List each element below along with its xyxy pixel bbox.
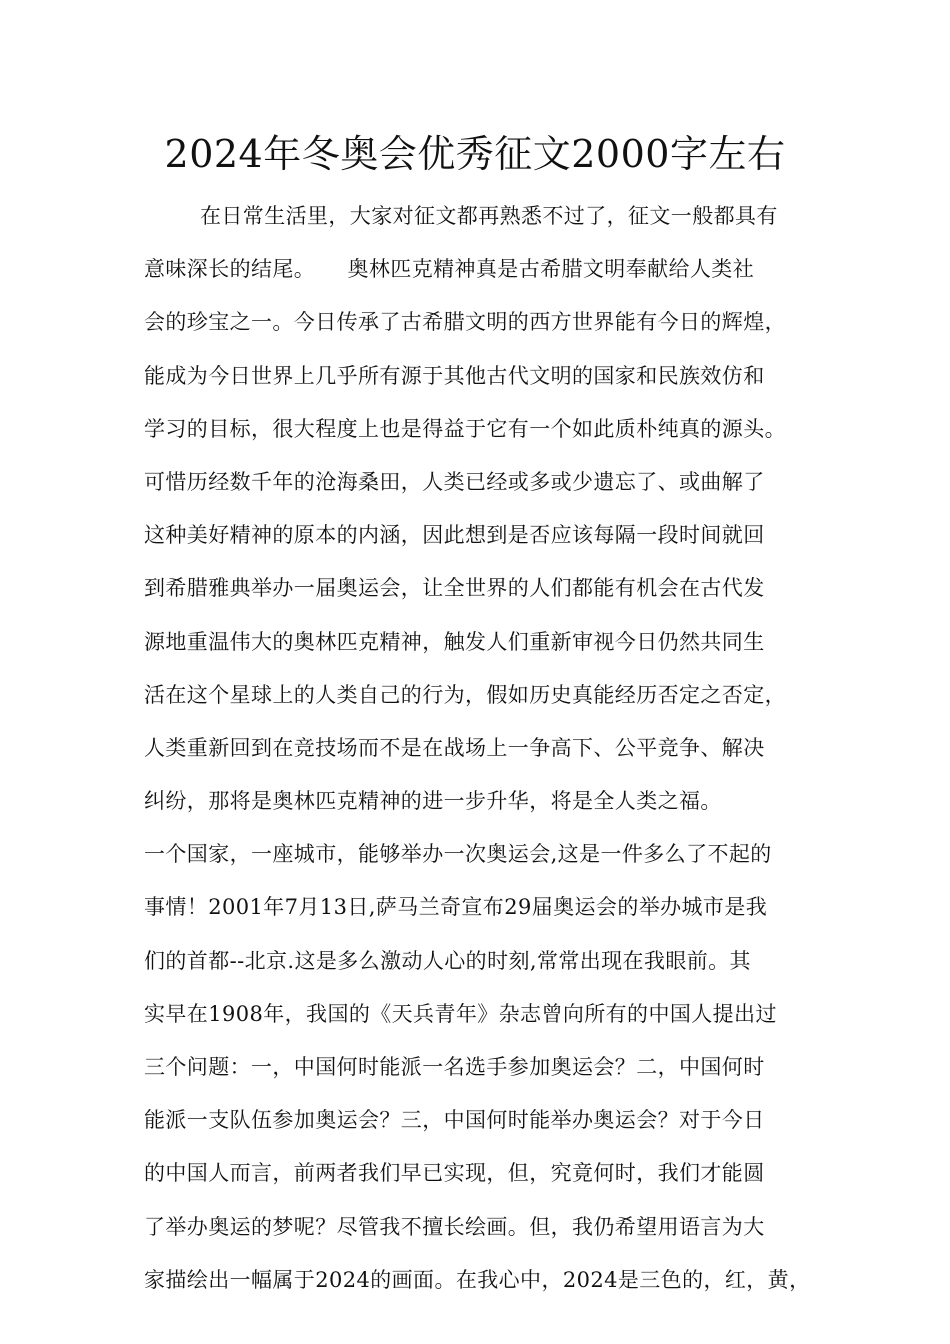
body-line: 的中国人而言，前两者我们早已实现，但，究竟何时，我们才能圆 xyxy=(144,1161,765,1186)
body-line: 实早在1908年，我国的《天兵青年》杂志曾向所有的中国人提出过 xyxy=(144,1001,777,1026)
body-line: 纠纷，那将是奥林匹克精神的进一步升华，将是全人类之福。 xyxy=(144,789,722,814)
body-line: 人类重新回到在竞技场而不是在战场上一争高下、公平竞争、解决 xyxy=(144,735,765,760)
body-line: 们的首都--北京.这是多么激动人心的时刻,常常出现在我眼前。其 xyxy=(144,948,751,973)
body-line: 了举办奥运的梦呢？尽管我不擅长绘画。但，我仍希望用语言为大 xyxy=(144,1214,765,1239)
document-title: 2024年冬奥会优秀征文2000字左右 xyxy=(164,132,786,176)
body-line: 家描绘出一幅属于2024的画面。在我心中，2024是三色的，红，黄， xyxy=(144,1267,811,1292)
body-line: 会的珍宝之一。今日传承了古希腊文明的西方世界能有今日的辉煌， xyxy=(144,310,786,335)
body-line: 事情！2001年7月13日,萨马兰奇宣布29届奥运会的举办城市是我 xyxy=(144,895,768,920)
body-line: 源地重温伟大的奥林匹克精神，触发人们重新审视今日仍然共同生 xyxy=(144,629,765,654)
body-line: 可惜历经数千年的沧海桑田，人类已经或多或少遗忘了、或曲解了 xyxy=(144,469,765,494)
body-line: 一个国家，一座城市，能够举办一次奥运会,这是一件多么了不起的 xyxy=(144,842,772,867)
body-line: 到希腊雅典举办一届奥运会，让全世界的人们都能有机会在古代发 xyxy=(144,576,765,601)
body-line: 活在这个星球上的人类自己的行为，假如历史真能经历否定之否定， xyxy=(144,682,786,707)
body-line: 三个问题：一，中国何时能派一名选手参加奥运会？二，中国何时 xyxy=(144,1055,765,1079)
body-line: 能派一支队伍参加奥运会？三，中国何时能举办奥运会？对于今日 xyxy=(144,1108,765,1133)
body-line: 能成为今日世界上几乎所有源于其他古代文明的国家和民族效仿和 xyxy=(144,363,765,388)
body-line: 这种美好精神的原本的内涵，因此想到是否应该每隔一段时间就回 xyxy=(144,523,765,548)
document-body xyxy=(144,190,824,1307)
body-line: 在日常生活里，大家对征文都再熟悉不过了，征文一般都具有 xyxy=(200,204,778,228)
body-line: 学习的目标，很大程度上也是得益于它有一个如此质朴纯真的源头。 xyxy=(144,416,786,441)
body-line: 意味深长的结尾。 奥林匹克精神真是古希腊文明奉献给人类社 xyxy=(144,257,755,282)
